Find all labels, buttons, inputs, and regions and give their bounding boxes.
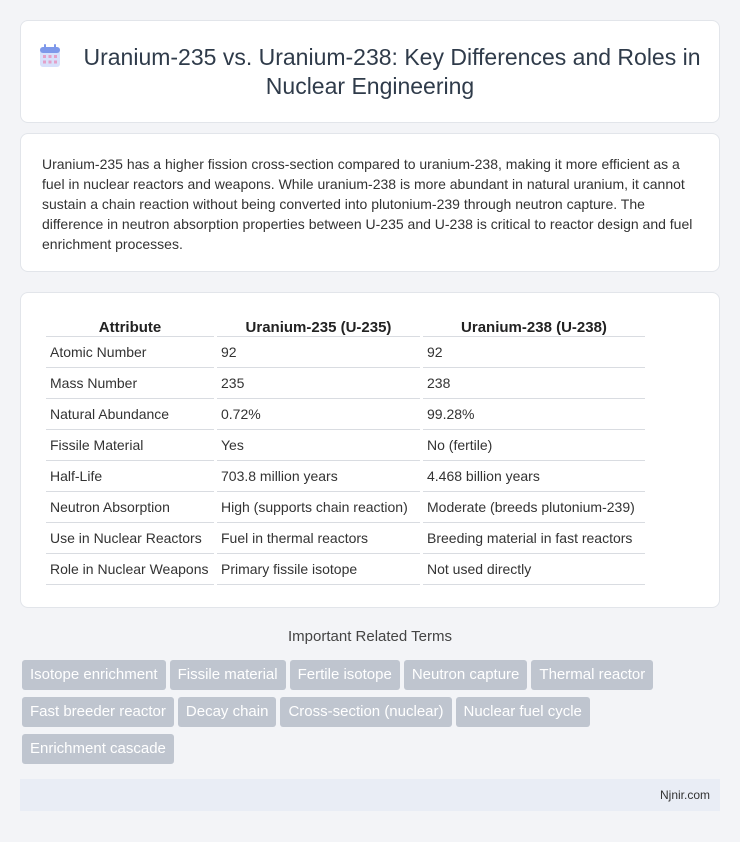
attribute-cell: Neutron Absorption xyxy=(46,492,214,523)
u235-cell: High (supports chain reaction) xyxy=(217,492,420,523)
u235-cell: Fuel in thermal reactors xyxy=(217,523,420,554)
u235-cell: Yes xyxy=(217,430,420,461)
u238-cell: 238 xyxy=(423,368,645,399)
u238-cell: 99.28% xyxy=(423,399,645,430)
term-tag-fissile-material[interactable]: Fissile material xyxy=(170,660,286,690)
u238-cell: Moderate (breeds plutonium-239) xyxy=(423,492,645,523)
header-u235: Uranium-235 (U-235) xyxy=(217,315,420,337)
term-tag-cross-section[interactable]: Cross-section (nuclear) xyxy=(280,697,451,727)
u238-cell: Breeding material in fast reactors xyxy=(423,523,645,554)
attribute-cell: Half-Life xyxy=(46,461,214,492)
u235-cell: Primary fissile isotope xyxy=(217,554,420,585)
table-header-row xyxy=(46,315,645,337)
term-tag-fast-breeder-reactor[interactable]: Fast breeder reactor xyxy=(22,697,174,727)
u238-cell: 92 xyxy=(423,337,645,368)
summary-paragraph: Uranium-235 has a higher fission cross-section compared to uranium-238, making it more efficient as a fuel in nuclear reactors and weapons. While uranium-238 is more abundant in natural uranium, it cannot sustain a chain reaction without being converted into plutonium-239 through neutron capture. The difference in neutron absorption properties between U-235 and U-238 is critical to reactor design and fuel enrichment processes. xyxy=(42,156,693,252)
u235-cell: 0.72% xyxy=(217,399,420,430)
term-tag-fertile-isotope[interactable]: Fertile isotope xyxy=(290,660,400,690)
footer xyxy=(20,779,720,811)
table-row xyxy=(46,461,645,492)
table-row xyxy=(46,554,645,585)
table-row xyxy=(46,492,645,523)
term-tag-isotope-enrichment[interactable]: Isotope enrichment xyxy=(22,660,166,690)
comparison-table-card xyxy=(20,292,720,608)
related-terms-list xyxy=(22,660,722,771)
header-u238: Uranium-238 (U-238) xyxy=(423,315,645,337)
comparison-table xyxy=(43,315,648,585)
u235-cell: 235 xyxy=(217,368,420,399)
u238-cell: Not used directly xyxy=(423,554,645,585)
title-text: Uranium-235 vs. Uranium-238: Key Differences and Roles in Nuclear Engineering xyxy=(83,44,701,99)
attribute-cell: Use in Nuclear Reactors xyxy=(46,523,214,554)
term-tag-enrichment-cascade[interactable]: Enrichment cascade xyxy=(22,734,174,764)
term-tag-nuclear-fuel-cycle[interactable]: Nuclear fuel cycle xyxy=(456,697,590,727)
footer-site-link[interactable]: Njnir.com xyxy=(659,788,710,802)
table-row xyxy=(46,523,645,554)
u238-cell: No (fertile) xyxy=(423,430,645,461)
term-tag-thermal-reactor[interactable]: Thermal reactor xyxy=(531,660,653,690)
table-row xyxy=(46,430,645,461)
u235-cell: 92 xyxy=(217,337,420,368)
attribute-cell: Natural Abundance xyxy=(46,399,214,430)
attribute-cell: Fissile Material xyxy=(46,430,214,461)
table-row xyxy=(46,337,645,368)
attribute-cell: Atomic Number xyxy=(46,337,214,368)
attribute-cell: Role in Nuclear Weapons xyxy=(46,554,214,585)
calendar-grid-icon xyxy=(39,44,61,68)
table-row xyxy=(46,368,645,399)
term-tag-neutron-capture[interactable]: Neutron capture xyxy=(404,660,528,690)
related-terms-heading: Important Related Terms xyxy=(288,628,452,645)
title-card xyxy=(20,20,720,123)
header-attribute: Attribute xyxy=(46,315,214,337)
page-title xyxy=(21,43,719,101)
u235-cell: 703.8 million years xyxy=(217,461,420,492)
table-row xyxy=(46,399,645,430)
u238-cell: 4.468 billion years xyxy=(423,461,645,492)
attribute-cell: Mass Number xyxy=(46,368,214,399)
term-tag-decay-chain[interactable]: Decay chain xyxy=(178,697,277,727)
summary-card xyxy=(20,133,720,272)
